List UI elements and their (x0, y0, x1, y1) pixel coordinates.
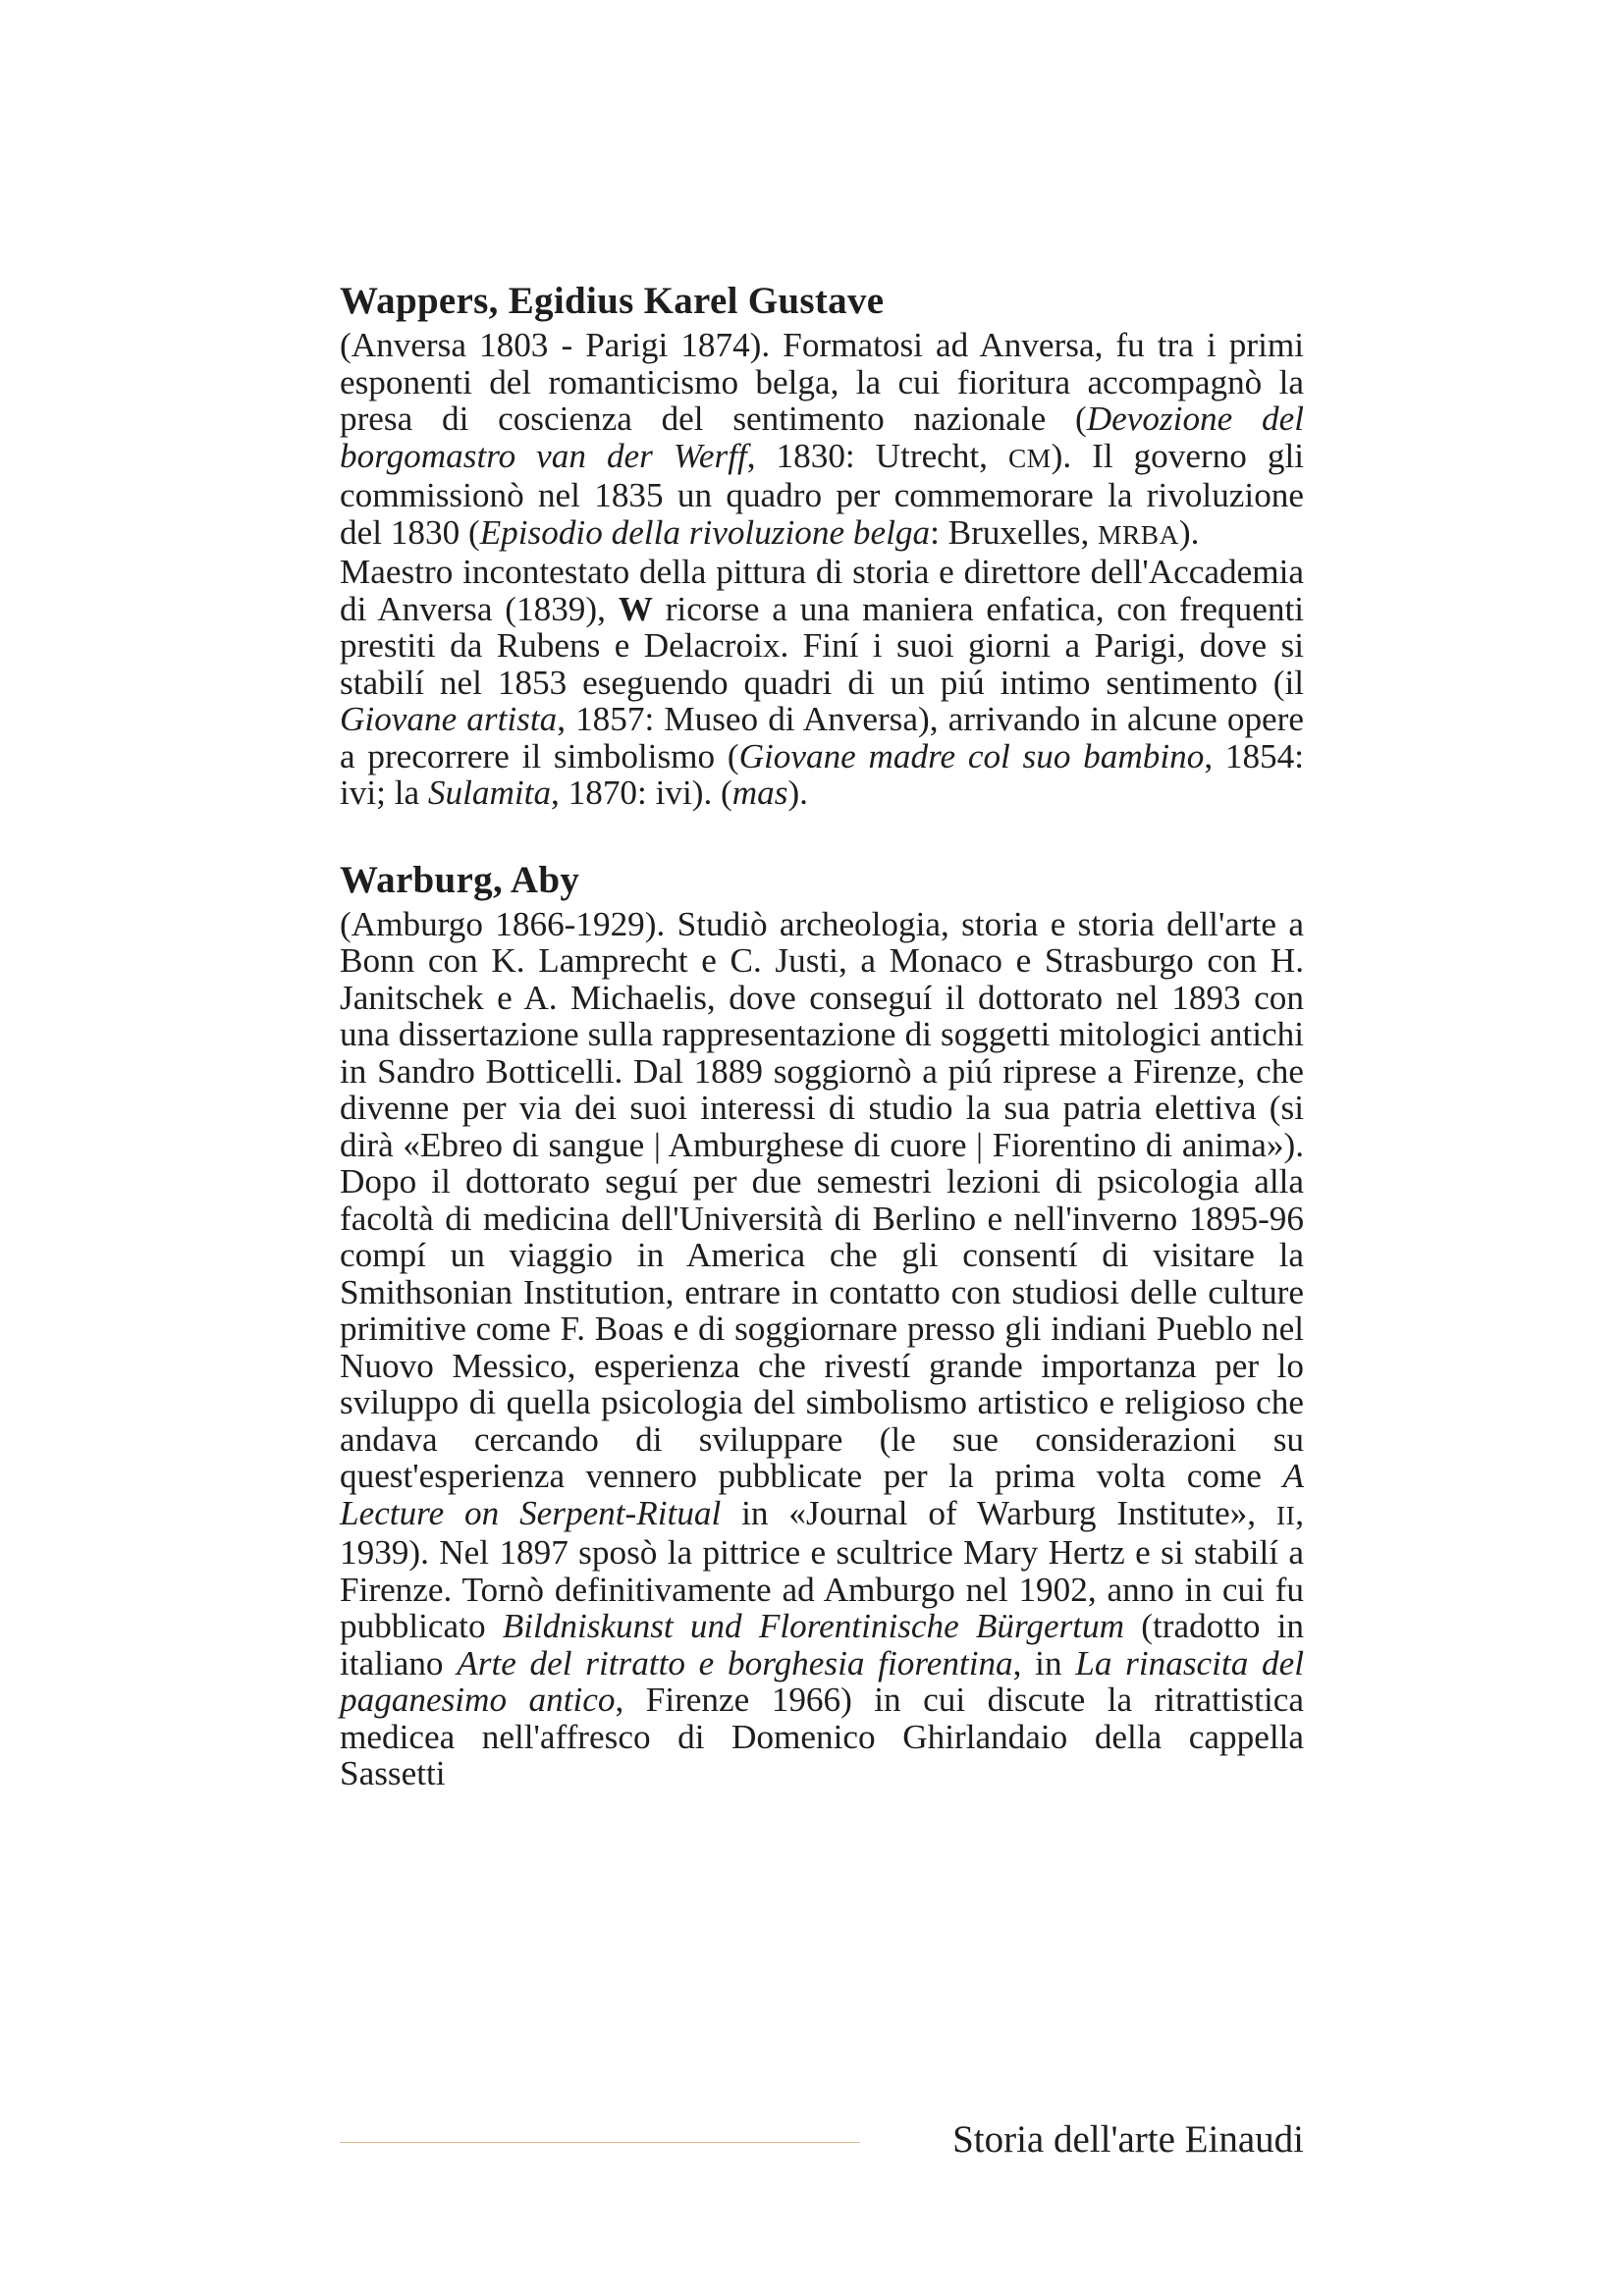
footer-publisher: Storia dell'arte Einaudi (952, 2118, 1304, 2161)
text-run: (Anversa 1803 - Parigi 1874). Formatosi ad Anversa, fu tra i primi esponenti del romanticismo belga, la cui fioritura accompagnò la presa di coscienza del sentimento nazionale ( (340, 326, 1304, 438)
entry-wappers (340, 278, 1304, 812)
publication-title: Bildniskunst und Florentinische Bürgertum (502, 1607, 1125, 1645)
artwork-title: Devozione del borgomastro van der Werff (340, 400, 1304, 475)
text-run: , 1939). Nel 1897 sposò la pittrice e scultrice Mary Hertz e si stabilí a Firenze. Tornò definitivamente ad Amburgo nel 1902, anno in cui fu pubblicato (340, 1493, 1305, 1645)
footer-rule (340, 2142, 860, 2143)
museum-abbreviation: CM (1007, 443, 1052, 473)
text-run: ricorse a una maniera enfatica, con frequenti prestiti da Rubens e Delacroix. Finí i suoi giorni a Parigi, dove si stabilí nel 1853 eseguendo quadri di un piú intimo sentimento (il (340, 589, 1304, 702)
artwork-title: Sulamita (427, 774, 552, 812)
artwork-title: Giovane artista (340, 700, 558, 738)
text-run: , Firenze 1966) in cui discute la ritrattistica medicea nell'affresco di Domenico Ghirlandaio della cappella Sassetti (340, 1681, 1304, 1792)
text-run: (Amburgo 1866-1929). Studiò archeologia, storia e storia dell'arte a Bonn con K. Lamprecht e C. Justi, a Monaco e Strasburgo con H. Janitschek e A. Michaelis, dove conseguí il dottorato nel 1893 con una dissertazione sulla rappresentazione di soggetti mitologici antichi in Sandro Botticelli. Dal 1889 soggiornò a piú riprese a Firenze, che divenne per via dei suoi interessi di studio la sua patria elettiva (si dirà «Ebreo di sangue | Amburghese di cuore | Fiorentino di anima»). Dopo il dottorato seguí per due semestri lezioni di psicologia alla facoltà di medicina dell'Università di Berlino e nell'inverno 1895-96 compí un viaggio in America che gli consentí di visitare la Smithsonian Institution, entrare in contatto con studiosi delle culture primitive come F. Boas e di soggiornare presso gli indiani Pueblo nel Nuovo Messico, esperienza che rivestí grande importanza per lo sviluppo di quella psicologia del simbolismo artistico e religioso che andava cercando di sviluppare (le sue considerazioni su quest'esperienza vennero pubblicate per la prima volta come (340, 904, 1304, 1495)
artwork-title: Giovane madre col suo bambino (738, 736, 1205, 775)
artwork-title: Episodio della rivoluzione belga (479, 512, 931, 552)
entry-body (340, 327, 1304, 812)
text-run: : Bruxelles, (930, 512, 1099, 552)
publication-title: La rinascita del paganesimo antico (340, 1643, 1304, 1719)
paragraph (340, 906, 1304, 1792)
text-run: (tradotto in italiano (340, 1607, 1304, 1682)
publication-title: A Lecture on Serpent-Ritual (340, 1457, 1304, 1532)
text-run: , 1857: Museo di Anversa), arrivando in alcune opere a precorrere il simbolismo ( (340, 700, 1304, 775)
text-run: , in (1012, 1643, 1076, 1682)
page-content (340, 278, 1304, 1792)
publication-title: Arte del ritratto e borghesia fiorentina (457, 1643, 1013, 1682)
paragraph (340, 327, 1304, 554)
text-run: ). Il governo gli commissionò nel 1835 un quadro per commemorare la rivoluzione del 1830 ( (340, 436, 1304, 552)
text-run: in «Journal of Warburg Institute», (721, 1493, 1276, 1532)
museum-abbreviation: MRBA (1098, 519, 1179, 550)
text-run: ). (1178, 512, 1200, 552)
text-run: , 1854: ivi; la (340, 736, 1305, 812)
entry-title: Wappers, Egidius Karel Gustave (340, 280, 885, 322)
entry-title: Warburg, Aby (340, 858, 580, 901)
text-run: , 1830: Utrecht, (746, 436, 1008, 475)
entry-body (340, 906, 1304, 1792)
entry-initial: W (618, 589, 653, 628)
volume-number: II (1275, 1500, 1296, 1530)
text-run: Maestro incontestato della pittura di storia e direttore dell'Accademia di Anversa (1839), (340, 553, 1304, 628)
page-footer (340, 2116, 1304, 2163)
text-run: , 1870: ivi). ( (551, 774, 732, 812)
paragraph (340, 554, 1304, 812)
author-initials: mas (731, 774, 788, 812)
entry-warburg (340, 857, 1304, 1792)
text-run: ). (787, 774, 808, 812)
